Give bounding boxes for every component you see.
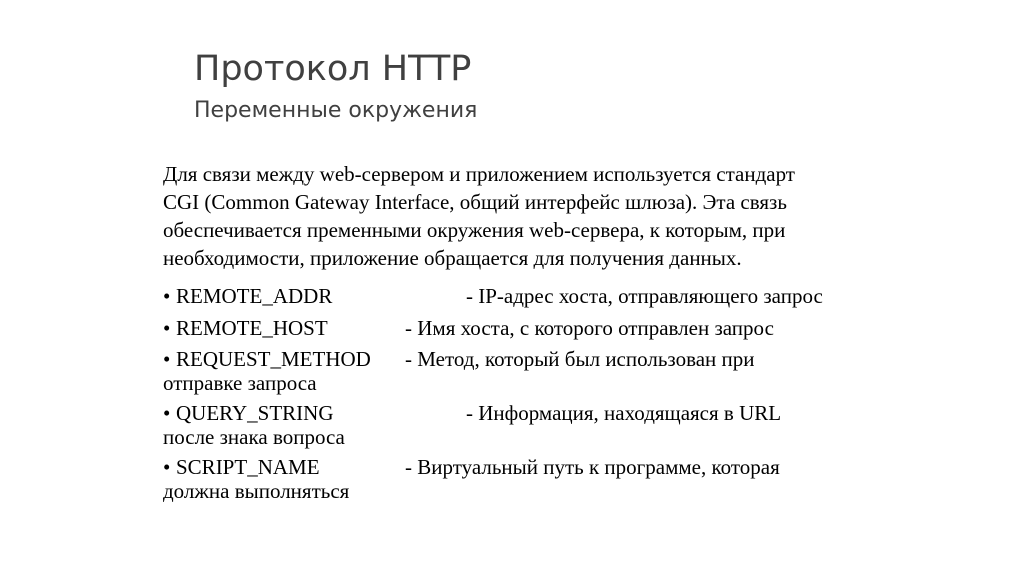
list-item-query-string [163,403,883,457]
list-item-request-method [163,349,883,403]
bullet-icon: • [163,284,171,308]
variable-description-continuation: отправке запроса [163,371,317,395]
bullet-icon: • [163,347,171,371]
list-item-remote-host [163,318,883,349]
variable-name: SCRIPT_NAME [176,455,320,479]
variable-name: REMOTE_ADDR [176,284,333,308]
variable-name: QUERY_STRING [176,401,334,425]
variable-description: - IP-адрес хоста, отправляющего запрос [466,284,823,308]
bullet-icon: • [163,455,171,479]
bullet-icon: • [163,401,171,425]
variable-description: - Информация, находящаяся в URL [466,401,782,425]
intro-paragraph [163,160,883,272]
list-item-script-name [163,457,883,511]
variable-description: - Имя хоста, с которого отправлен запрос [405,316,774,340]
slide-subtitle: Переменные окружения [194,98,478,123]
intro-line: обеспечивается пременными окружения web-сервера, к которым, при [163,218,786,242]
variable-description-continuation: после знака вопроса [163,425,345,449]
variable-name: REQUEST_METHOD [176,347,371,371]
variable-description-continuation: должна выполняться [163,479,350,503]
intro-line: Для связи между web-сервером и приложением используется стандарт [163,162,795,186]
intro-line: CGI (Common Gateway Interface, общий интерфейс шлюза). Эта связь [163,190,787,214]
env-variable-list [163,286,883,511]
list-item-remote-addr [163,286,883,318]
intro-line: необходимости, приложение обращается для получения данных. [163,246,742,270]
variable-name: REMOTE_HOST [176,316,328,340]
bullet-icon: • [163,316,171,340]
variable-description: - Виртуальный путь к программе, которая [405,455,780,479]
slide-title: Протокол HTTP [194,49,472,89]
variable-description: - Метод, который был использован при [405,347,755,371]
